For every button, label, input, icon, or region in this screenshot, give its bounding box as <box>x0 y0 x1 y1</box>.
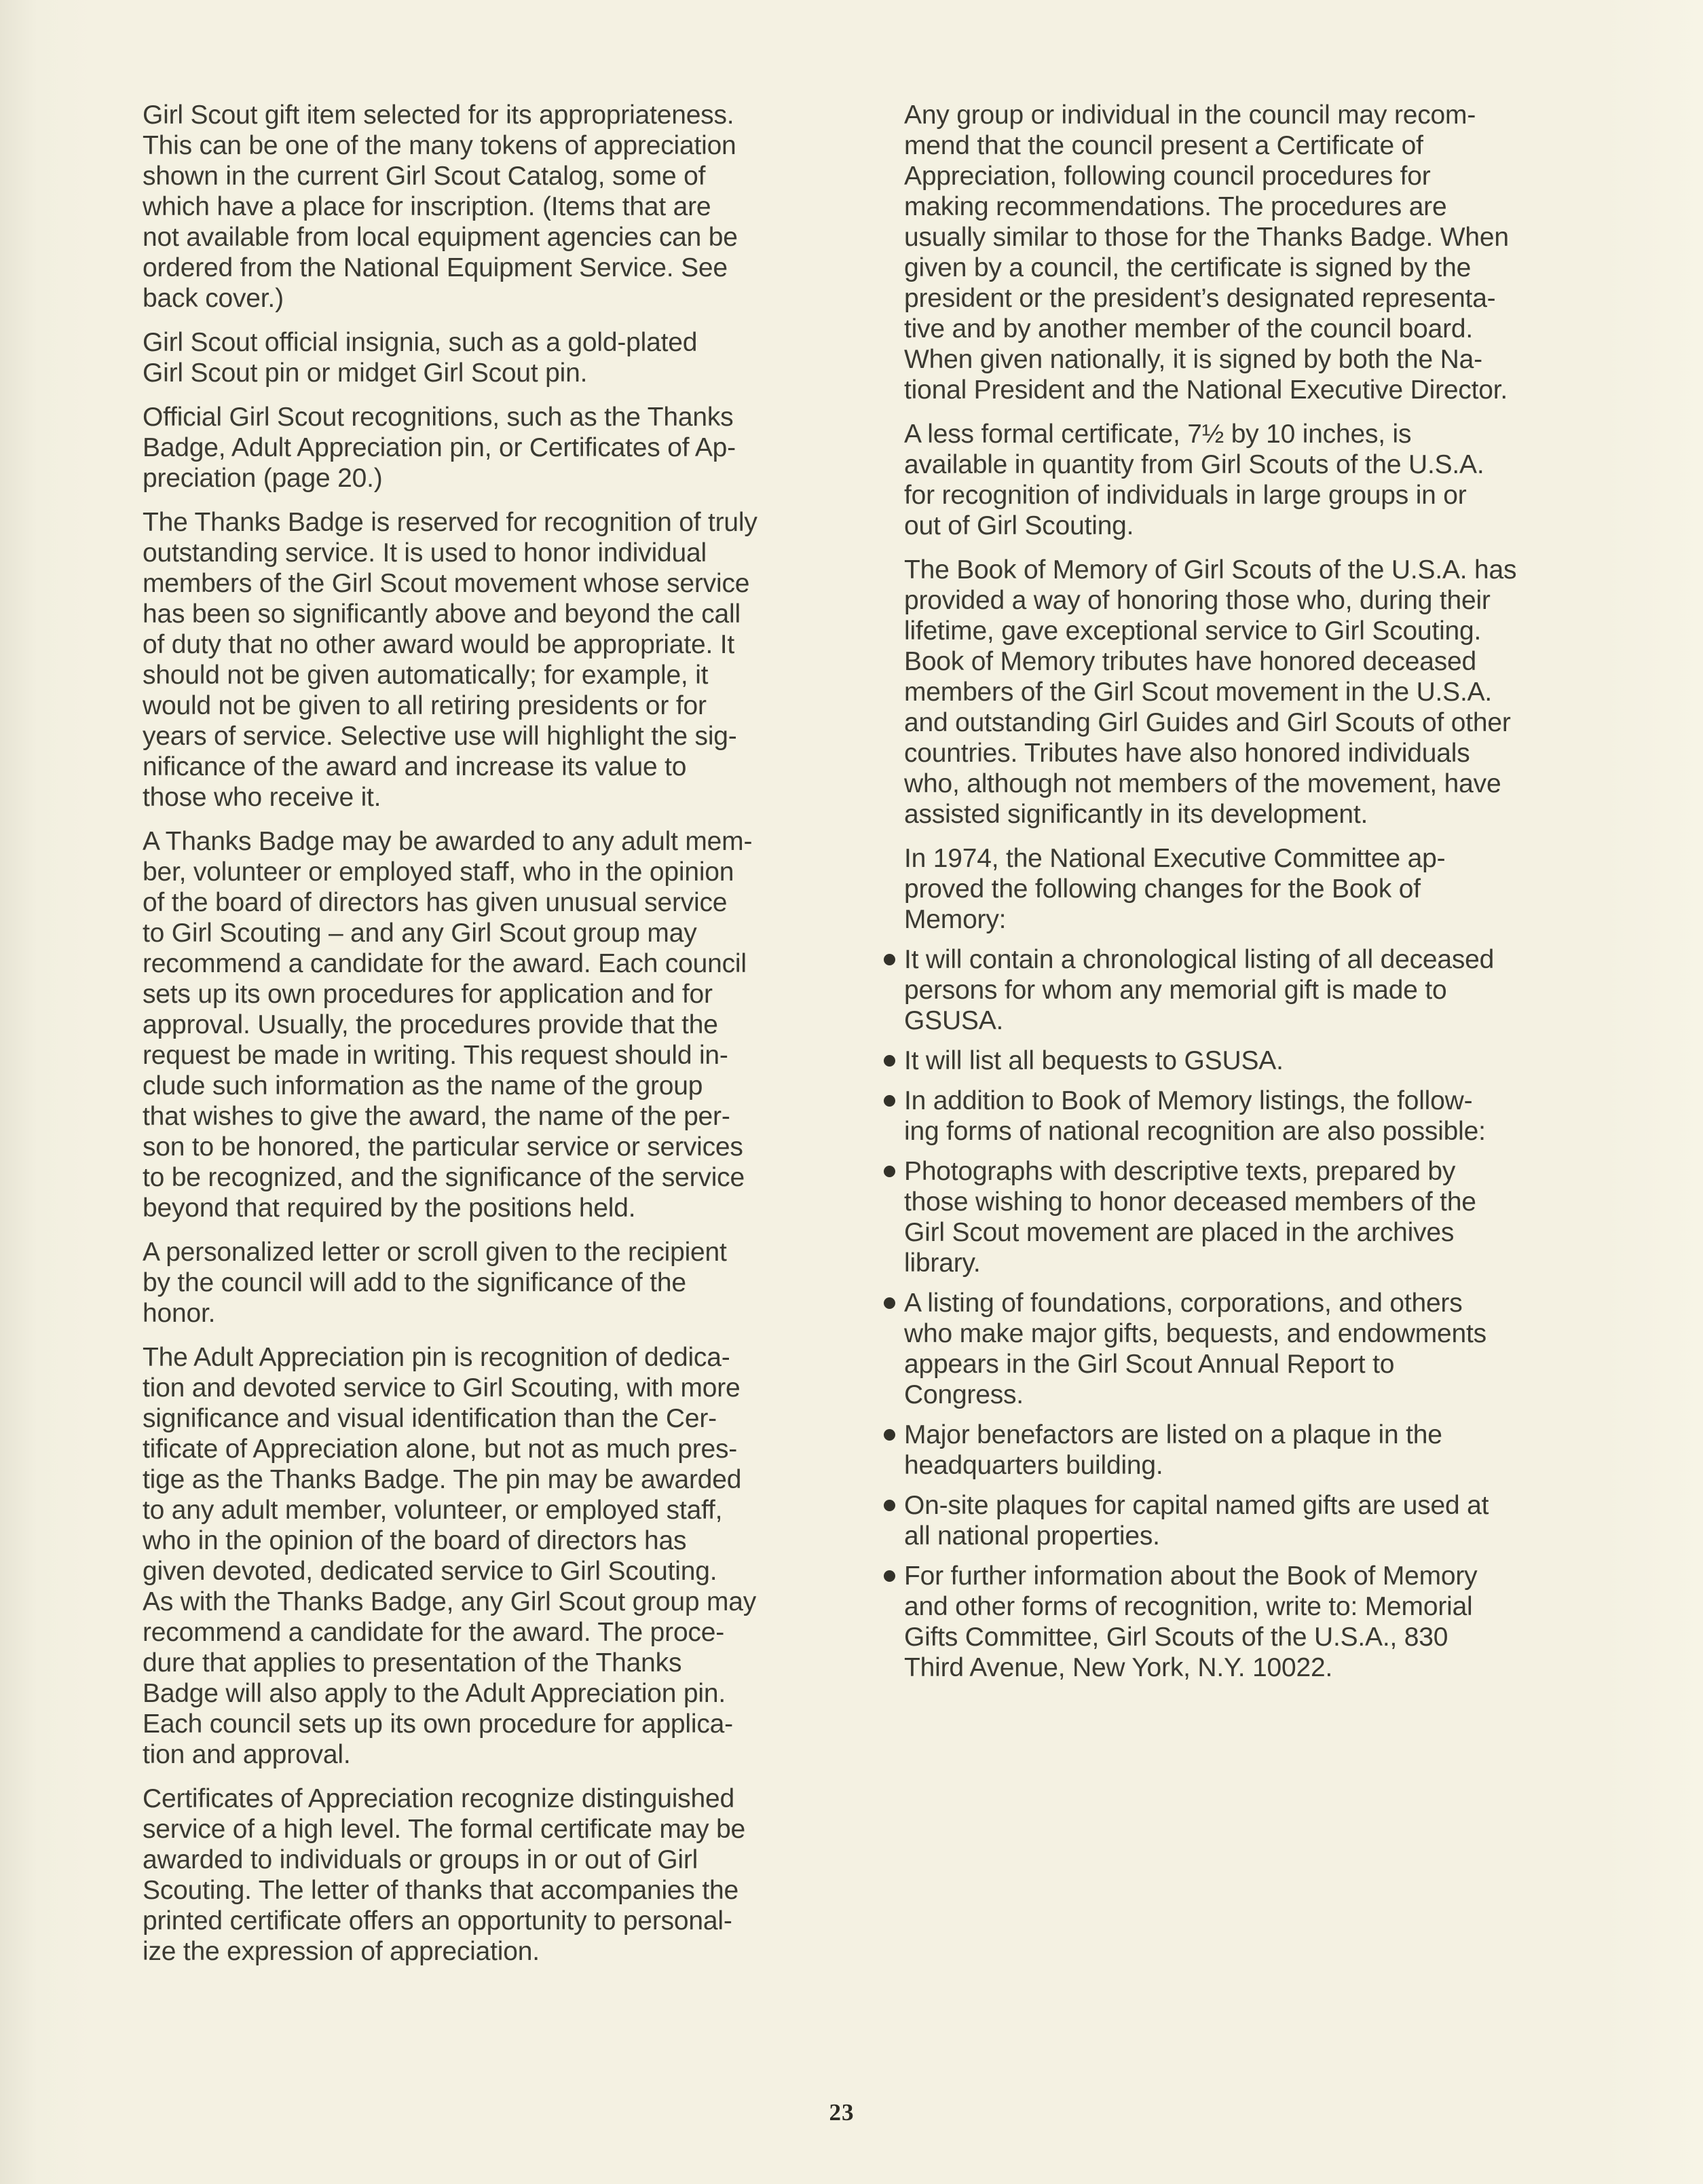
paragraph <box>143 1783 828 1967</box>
bullet-item <box>884 1420 1617 1481</box>
bullet-icon <box>884 1166 895 1177</box>
text-line: awarded to individuals or groups in or out of Girl <box>143 1845 698 1874</box>
text-line: Badge will also apply to the Adult Appreciation pin. <box>143 1679 726 1708</box>
text-line: provided a way of honoring those who, during their <box>904 586 1491 615</box>
paragraph <box>143 1342 828 1770</box>
text-line: printed certificate offers an opportunity to personal- <box>143 1906 732 1936</box>
text-line: A personalized letter or scroll given to the recipient <box>143 1238 727 1267</box>
text-line: years of service. Selective use will highlight the sig- <box>143 722 737 751</box>
text-line: Gifts Committee, Girl Scouts of the U.S.A., 830 <box>904 1623 1448 1652</box>
bullet-item <box>884 1288 1617 1410</box>
text-line: tion and devoted service to Girl Scouting, with more <box>143 1373 741 1403</box>
page-number: 23 <box>829 2099 855 2126</box>
text-line: In addition to Book of Memory listings, the follow- <box>904 1086 1473 1115</box>
text-line: Badge, Adult Appreciation pin, or Certificates of Ap- <box>143 433 736 462</box>
text-line: dure that applies to presentation of the Thanks <box>143 1648 682 1678</box>
text-line: of the board of directors has given unusual service <box>143 888 728 917</box>
text-line: Scouting. The letter of thanks that accompanies the <box>143 1876 738 1905</box>
text-line: tive and by another member of the council board. <box>904 314 1474 344</box>
bullet-text <box>904 1086 1486 1147</box>
text-line: tion and approval. <box>143 1740 351 1769</box>
text-line: those who receive it. <box>143 783 381 812</box>
text-line: Each council sets up its own procedure for applica- <box>143 1709 733 1739</box>
text-line: headquarters building. <box>904 1451 1163 1480</box>
text-line: who in the opinion of the board of directors has <box>143 1526 687 1555</box>
text-line: ize the expression of appreciation. <box>143 1937 540 1966</box>
text-line: clude such information as the name of the group <box>143 1071 703 1100</box>
bullet-icon <box>884 1500 895 1511</box>
text-line: A less formal certificate, 7½ by 10 inches, is <box>904 420 1412 449</box>
bullet-icon <box>884 1570 895 1582</box>
text-line: mend that the council present a Certificate of <box>904 131 1423 160</box>
text-line: Certificates of Appreciation recognize distinguished <box>143 1784 734 1813</box>
text-line: making recommendations. The procedures are <box>904 192 1447 221</box>
text-line: sets up its own procedures for application and for <box>143 980 713 1009</box>
paragraph <box>884 419 1617 541</box>
text-line: given by a council, the certificate is signed by the <box>904 253 1472 282</box>
bullet-icon <box>884 954 895 965</box>
text-line: beyond that required by the positions held. <box>143 1193 636 1223</box>
bullet-icon <box>884 1095 895 1107</box>
text-line: When given nationally, it is signed by both the Na- <box>904 345 1482 374</box>
text-line: A listing of foundations, corporations, and others <box>904 1289 1463 1318</box>
bullet-text <box>904 1420 1442 1481</box>
bullet-item <box>884 1156 1617 1278</box>
text-line: who make major gifts, bequests, and endowments <box>904 1319 1486 1348</box>
bullet-text <box>904 1156 1476 1278</box>
text-line: has been so significantly above and beyond the call <box>143 599 741 629</box>
paragraph <box>884 843 1617 935</box>
text-line: This can be one of the many tokens of appreciation <box>143 131 736 160</box>
text-line: lifetime, gave exceptional service to Girl Scouting. <box>904 616 1482 646</box>
text-line: son to be honored, the particular service or services <box>143 1132 743 1162</box>
text-line: GSUSA. <box>904 1006 1004 1035</box>
text-line: of duty that no other award would be appropriate. It <box>143 630 734 659</box>
bullet-text <box>904 1490 1489 1551</box>
bullet-text <box>904 1561 1477 1683</box>
text-line: members of the Girl Scout movement whose service <box>143 569 750 598</box>
text-line: available in quantity from Girl Scouts of the U.S.A. <box>904 450 1484 479</box>
text-line: president or the president’s designated representa- <box>904 284 1496 313</box>
paragraph <box>884 100 1617 405</box>
bullet-item <box>884 1086 1617 1147</box>
paragraph <box>884 555 1617 830</box>
text-line: For further information about the Book of Memory <box>904 1561 1478 1591</box>
text-line: The Book of Memory of Girl Scouts of the U.S.A. has <box>904 555 1517 585</box>
text-line: back cover.) <box>143 284 284 313</box>
text-line: by the council will add to the significance of the <box>143 1268 686 1297</box>
text-line: tige as the Thanks Badge. The pin may be awarded <box>143 1465 742 1494</box>
text-line: significance and visual identification than the Cer- <box>143 1404 717 1433</box>
text-line: all national properties. <box>904 1521 1160 1551</box>
text-line: preciation (page 20.) <box>143 464 383 493</box>
text-line: Third Avenue, New York, N.Y. 10022. <box>904 1653 1333 1682</box>
text-line: Girl Scout gift item selected for its appropriateness. <box>143 100 734 130</box>
text-line: to any adult member, volunteer, or employed staff, <box>143 1496 723 1525</box>
text-line: In 1974, the National Executive Committee ap- <box>904 844 1446 873</box>
text-line: It will contain a chronological listing of all deceased <box>904 945 1495 974</box>
right-column <box>884 100 1617 1683</box>
bullet-item <box>884 944 1617 1036</box>
text-line: Appreciation, following council procedures for <box>904 162 1431 191</box>
text-line: nificance of the award and increase its value to <box>143 752 687 781</box>
bullet-item <box>884 1561 1617 1683</box>
text-line: Major benefactors are listed on a plaque in the <box>904 1420 1442 1449</box>
paragraph <box>143 1237 828 1329</box>
text-line: out of Girl Scouting. <box>904 511 1134 540</box>
text-line: should not be given automatically; for example, it <box>143 661 709 690</box>
text-line: ber, volunteer or employed staff, who in the opinion <box>143 857 734 887</box>
text-line: tificate of Appreciation alone, but not as much pres- <box>143 1435 738 1464</box>
text-line: assisted significantly in its development. <box>904 800 1368 829</box>
text-line: those wishing to honor deceased members of the <box>904 1187 1476 1217</box>
text-line: to be recognized, and the significance of the service <box>143 1163 745 1192</box>
paragraph <box>143 402 828 494</box>
paragraph <box>143 507 828 813</box>
bullet-item <box>884 1045 1617 1076</box>
text-line: usually similar to those for the Thanks Badge. When <box>904 223 1509 252</box>
text-line: Book of Memory tributes have honored deceased <box>904 647 1477 676</box>
text-line: appears in the Girl Scout Annual Report to <box>904 1350 1395 1379</box>
text-line: Girl Scout movement are placed in the archives <box>904 1218 1455 1247</box>
text-line: proved the following changes for the Book of <box>904 874 1421 904</box>
bullet-text <box>904 944 1494 1036</box>
text-line: service of a high level. The formal certificate may be <box>143 1815 746 1844</box>
text-line: to Girl Scouting – and any Girl Scout group may <box>143 919 697 948</box>
text-line: Any group or individual in the council may recom- <box>904 100 1476 130</box>
text-line: The Adult Appreciation pin is recognition of dedica- <box>143 1343 730 1372</box>
text-line: Girl Scout official insignia, such as a gold-plated <box>143 328 698 357</box>
text-line: who, although not members of the movement, have <box>904 769 1501 798</box>
bullet-icon <box>884 1055 895 1067</box>
text-line: Congress. <box>904 1380 1024 1409</box>
bullet-text <box>904 1288 1486 1410</box>
paragraph <box>143 327 828 388</box>
text-line: library. <box>904 1248 981 1278</box>
text-line: that wishes to give the award, the name of the per- <box>143 1102 730 1131</box>
paragraph <box>143 100 828 314</box>
text-line: ordered from the National Equipment Service. See <box>143 253 728 282</box>
paragraph <box>143 826 828 1223</box>
text-line: and outstanding Girl Guides and Girl Scouts of other <box>904 708 1511 737</box>
text-line: not available from local equipment agencies can be <box>143 223 738 252</box>
text-line: Photographs with descriptive texts, prepared by <box>904 1157 1456 1186</box>
left-column <box>143 100 828 1967</box>
text-line: As with the Thanks Badge, any Girl Scout group may <box>143 1587 757 1616</box>
text-line: The Thanks Badge is reserved for recognition of truly <box>143 508 757 537</box>
text-line: honor. <box>143 1299 216 1328</box>
text-line: for recognition of individuals in large groups in or <box>904 481 1467 510</box>
bullet-icon <box>884 1429 895 1441</box>
text-line: would not be given to all retiring presidents or for <box>143 691 707 720</box>
text-line: request be made in writing. This request should in- <box>143 1041 728 1070</box>
bullet-text <box>904 1045 1284 1076</box>
text-line: which have a place for inscription. (Items that are <box>143 192 711 221</box>
text-line: outstanding service. It is used to honor individual <box>143 538 707 568</box>
text-line: ing forms of national recognition are also possible: <box>904 1117 1486 1146</box>
text-line: countries. Tributes have also honored individuals <box>904 739 1470 768</box>
text-line: persons for whom any memorial gift is made to <box>904 976 1447 1005</box>
text-line: given devoted, dedicated service to Girl Scouting. <box>143 1557 717 1586</box>
text-line: shown in the current Girl Scout Catalog, some of <box>143 162 706 191</box>
text-line: Official Girl Scout recognitions, such as the Thanks <box>143 403 734 432</box>
text-line: Memory: <box>904 905 1007 934</box>
bullet-icon <box>884 1297 895 1309</box>
bullet-item <box>884 1490 1617 1551</box>
text-line: Girl Scout pin or midget Girl Scout pin. <box>143 358 588 388</box>
text-line: approval. Usually, the procedures provide that the <box>143 1010 718 1039</box>
text-line: recommend a candidate for the award. The proce- <box>143 1618 725 1647</box>
text-line: tional President and the National Executive Director. <box>904 375 1508 405</box>
text-line: recommend a candidate for the award. Each council <box>143 949 747 978</box>
text-line: members of the Girl Scout movement in the U.S.A. <box>904 678 1493 707</box>
text-line: On-site plaques for capital named gifts are used at <box>904 1491 1489 1520</box>
text-line: A Thanks Badge may be awarded to any adult mem- <box>143 827 753 856</box>
text-line: It will list all bequests to GSUSA. <box>904 1046 1284 1075</box>
text-line: and other forms of recognition, write to: Memorial <box>904 1592 1473 1621</box>
